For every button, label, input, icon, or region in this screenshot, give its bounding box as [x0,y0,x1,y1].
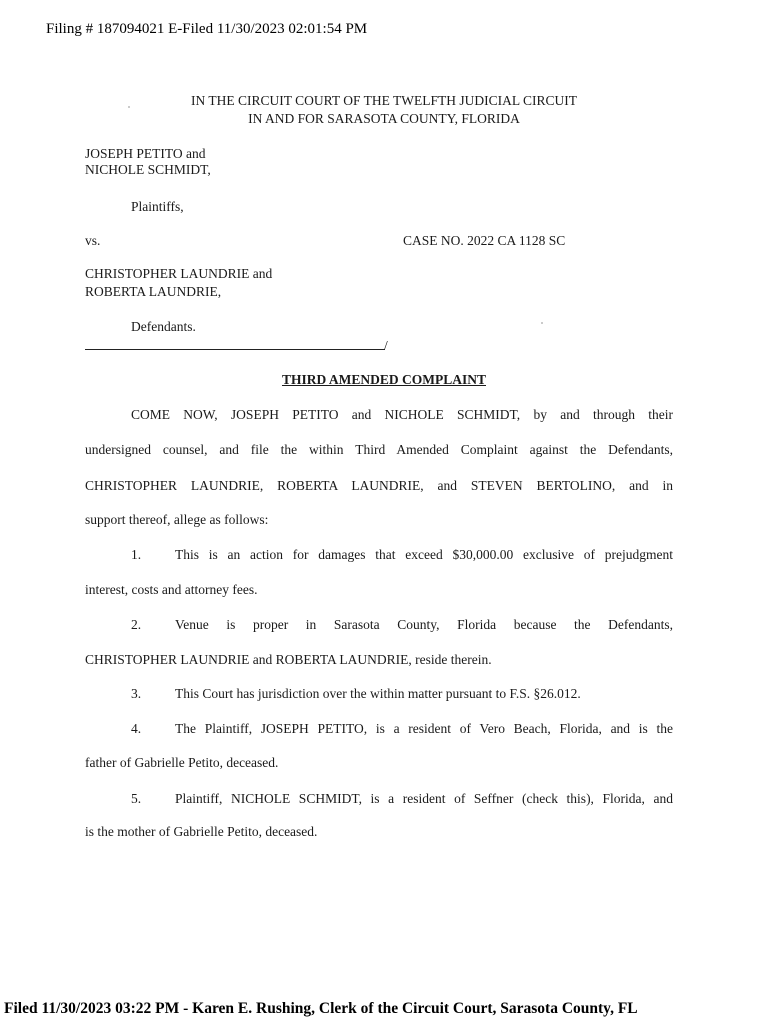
case-number: CASE NO. 2022 CA 1128 SC [403,233,566,248]
paragraph-1-line-1: This is an action for damages that exceed $30,000.00 exclusive of prejudgment [175,547,673,562]
court-heading-line1: IN THE CIRCUIT COURT OF THE TWELFTH JUDICIAL CIRCUIT [191,93,577,108]
defendants-label: Defendants. [131,319,196,334]
paragraph-number-3: 3. [131,686,142,701]
intro-line-1: COME NOW, JOSEPH PETITO and NICHOLE SCHMIDT, by and through their [131,407,673,422]
plaintiff-name-1: JOSEPH PETITO and [85,146,206,161]
defendant-name-1: CHRISTOPHER LAUNDRIE and [85,266,273,281]
filing-header: Filing # 187094021 E-Filed 11/30/2023 02:01:54 PM [46,21,368,37]
caption-rule [85,349,385,350]
paragraph-number-1: 1. [131,547,142,562]
defendant-name-2: ROBERTA LAUNDRIE, [85,284,222,299]
paragraph-number-4: 4. [131,721,142,736]
plaintiff-name-2: NICHOLE SCHMIDT, [85,162,211,177]
paragraph-2-line-1: Venue is proper in Sarasota County, Florida because the Defendants, [175,617,673,632]
document-title: THIRD AMENDED COMPLAINT [281,372,486,387]
scan-speck [128,106,130,108]
paragraph-4-line-1: The Plaintiff, JOSEPH PETITO, is a resident of Vero Beach, Florida, and is the [175,721,673,736]
intro-line-2: undersigned counsel, and file the within Third Amended Complaint against the Defendants, [85,442,673,457]
paragraph-3-line-1: This Court has jurisdiction over the within matter pursuant to F.S. §26.012. [175,686,581,701]
paragraph-5-line-2: is the mother of Gabrielle Petito, deceased. [85,824,318,839]
court-heading-line2: IN AND FOR SARASOTA COUNTY, FLORIDA [248,111,520,126]
paragraph-1-line-2: interest, costs and attorney fees. [85,582,258,597]
intro-line-3: CHRISTOPHER LAUNDRIE, ROBERTA LAUNDRIE, and STEVEN BERTOLINO, and in [85,478,673,493]
paragraph-5-line-1: Plaintiff, NICHOLE SCHMIDT, is a resident of Seffner (check this), Florida, and [175,791,673,806]
intro-line-4: support thereof, allege as follows: [85,512,269,527]
paragraph-4-line-2: father of Gabrielle Petito, deceased. [85,755,279,770]
caption-slash: / [384,338,388,353]
plaintiffs-label: Plaintiffs, [131,199,184,214]
versus-label: vs. [85,233,101,248]
filed-footer: Filed 11/30/2023 03:22 PM - Karen E. Rushing, Clerk of the Circuit Court, Sarasota County, FL [4,1000,638,1017]
paragraph-number-2: 2. [131,617,142,632]
paragraph-2-line-2: CHRISTOPHER LAUNDRIE and ROBERTA LAUNDRIE, reside therein. [85,652,492,667]
scan-speck [541,322,543,324]
paragraph-number-5: 5. [131,791,142,806]
